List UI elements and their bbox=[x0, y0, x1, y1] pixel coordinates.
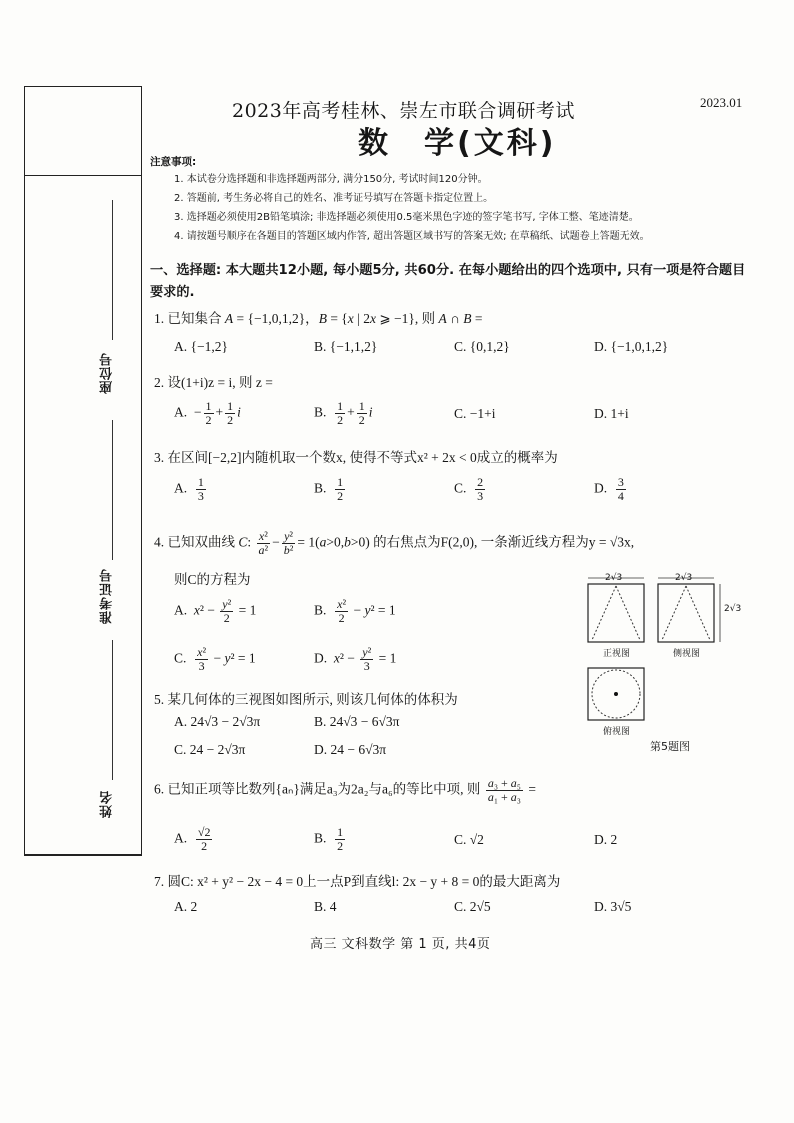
question-number: 1. bbox=[154, 311, 165, 326]
question-1: 1. 已知集合 A = {−1,0,1,2}，B = {x | 2x ⩾ −1}, 则 A ∩ B = bbox=[154, 311, 483, 326]
binding-bottom-rule bbox=[24, 854, 142, 855]
option-a[interactable]: A. $\frac{√2}{2}$ bbox=[174, 825, 211, 853]
option-c[interactable]: C. −1+i bbox=[454, 406, 496, 421]
question-text: 在区间[−2,2]内随机取一个数x, 使得不等式x² + 2x < 0成立的概率为 bbox=[167, 450, 558, 465]
exam-date: 2023.01 bbox=[700, 95, 743, 110]
binding-margin bbox=[24, 86, 142, 856]
front-view bbox=[588, 578, 644, 642]
notice-item: 1. 本试卷分选择题和非选择题两部分, 满分150分, 考试时间120分钟。 bbox=[174, 174, 488, 185]
seat-write-line-lower[interactable] bbox=[112, 420, 113, 560]
question-text-b: 的右焦点为F(2,0), 一条渐近线方程为y = √3x, bbox=[373, 534, 635, 550]
question-number: 2. bbox=[154, 375, 165, 390]
option-c[interactable]: C. $\frac{\text{x²}}{3}$ − y² = 1 bbox=[174, 645, 256, 673]
option-b[interactable]: B. $\frac{\text{x²}}{2}$ − y² = 1 bbox=[314, 597, 396, 625]
side-view-caption: 侧视图 bbox=[673, 649, 701, 659]
question-number: 4. bbox=[154, 534, 165, 550]
question-4: 4. 已知双曲线 C: $\frac{\text{x²}}{\text{a²}}$ − $\frac{\text{y²}}{\text{b²}}$ = 1(a>0,b>0) 的右焦点为F(2,0), 一条渐近线方程为y = √3x, bbox=[154, 529, 635, 557]
question-number: 7. bbox=[154, 874, 165, 889]
question-text: 某几何体的三视图如图所示, 则该几何体的体积为 bbox=[167, 692, 458, 707]
question-text: 设(1+i)z = i, 则 z = bbox=[167, 375, 273, 390]
option-b[interactable]: B. {−1,1,2} bbox=[314, 339, 378, 354]
page-footer: 高三 文科数学 第 1 页, 共4页 bbox=[310, 937, 491, 952]
option-b[interactable]: B. 4 bbox=[314, 899, 337, 914]
notice-item: 4. 请按题号顺序在各题目的答题区域内作答, 超出答题区域书写的答案无效; 在草稿纸、试题卷上答题无效。 bbox=[174, 231, 650, 242]
option-a[interactable]: A. − $\frac{1}{2}$ + $\frac{1}{2}$ i bbox=[174, 399, 241, 427]
option-c[interactable]: C. 24 − 2√3π bbox=[174, 742, 246, 757]
option-b[interactable]: B. $\frac{1}{2}$ bbox=[314, 475, 344, 503]
question-2 bbox=[154, 371, 273, 391]
question-text: 已知正项等比数列{aₙ}满足a₃为2a₂与a₆的等比中项, 则 bbox=[167, 781, 481, 797]
option-d[interactable]: D. 2 bbox=[594, 832, 618, 847]
option-c[interactable]: C. 2√5 bbox=[454, 899, 491, 914]
question-text: 已知集合 bbox=[167, 311, 222, 326]
section-heading: 一、选择题: 本大题共12小题, 每小题5分, 共60分. 在每小题给出的四个选项中, 只有一项是符合题目要求的. bbox=[150, 263, 746, 300]
option-c[interactable]: C. {0,1,2} bbox=[454, 339, 510, 354]
seat-label: 座位号 bbox=[100, 352, 115, 394]
option-a[interactable]: A. 2 bbox=[174, 899, 198, 914]
option-b[interactable]: B. $\frac{1}{2}$ + $\frac{1}{2}$ i bbox=[314, 399, 373, 427]
figure-5-caption: 第5题图 bbox=[650, 740, 690, 753]
question-6: 6. 已知正项等比数列{aₙ}满足a₃为2a₂与a₆的等比中项, 则 $\frac{\text{a₃ + a₅}}{\text{a₁ + a₃}}$ = bbox=[154, 776, 536, 804]
subject-title: 数 学(文科) bbox=[358, 126, 557, 161]
option-d[interactable]: D. {−1,0,1,2} bbox=[594, 339, 669, 354]
question-text: 已知双曲线 bbox=[167, 534, 235, 550]
notice-heading: 注意事项: bbox=[150, 156, 197, 168]
option-b[interactable]: B. $\frac{1}{2}$ bbox=[314, 825, 344, 853]
option-c[interactable]: C. √2 bbox=[454, 832, 484, 847]
top-view-caption: 俯视图 bbox=[603, 727, 631, 737]
question-text-b: , 则 bbox=[414, 311, 436, 326]
option-a[interactable]: A. 24√3 − 2√3π bbox=[174, 714, 261, 729]
option-a[interactable]: A. $\frac{1}{3}$ bbox=[174, 475, 204, 503]
binding-inner-frame bbox=[25, 175, 141, 855]
notice-item: 2. 答题前, 考生务必将自己的姓名、准考证号填写在答题卡指定位置上。 bbox=[174, 193, 494, 204]
option-d[interactable]: D. $\frac{3}{4}$ bbox=[594, 475, 624, 503]
option-d[interactable]: D. 3√5 bbox=[594, 899, 632, 914]
option-b[interactable]: B. 24√3 − 6√3π bbox=[314, 714, 400, 729]
question-3 bbox=[154, 446, 558, 466]
dim-label: 2√3 bbox=[605, 573, 623, 583]
question-number: 3. bbox=[154, 450, 165, 465]
question-number: 5. bbox=[154, 692, 165, 707]
seat-write-line[interactable] bbox=[112, 200, 113, 340]
option-d[interactable]: D. x² − $\frac{\text{y²}}{3}$ = 1 bbox=[314, 645, 397, 673]
option-d[interactable]: D. 24 − 6√3π bbox=[314, 742, 387, 757]
exam-id-label: 准考证号 bbox=[100, 568, 115, 624]
top-view bbox=[588, 668, 644, 720]
question-4-line2: 则C的方程为 bbox=[174, 572, 251, 587]
dim-label: 2√3 bbox=[675, 573, 693, 583]
question-5 bbox=[154, 688, 458, 708]
option-a[interactable]: A. x² − $\frac{\text{y²}}{2}$ = 1 bbox=[174, 597, 257, 625]
exam-title: 2023年高考桂林、崇左市联合调研考试 bbox=[232, 100, 575, 122]
front-view-caption: 正视图 bbox=[603, 649, 631, 659]
option-d[interactable]: D. 1+i bbox=[594, 406, 629, 421]
exam-id-write-line[interactable] bbox=[112, 640, 113, 780]
option-c[interactable]: C. $\frac{2}{3}$ bbox=[454, 475, 484, 503]
side-view bbox=[658, 578, 720, 642]
dim-label: 2√3 bbox=[724, 604, 742, 614]
name-label: 姓名 bbox=[100, 790, 115, 818]
question-text: 圆C: x² + y² − 2x − 4 = 0上一点P到直线l: 2x − y + 8 = 0的最大距离为 bbox=[167, 874, 561, 889]
question-number: 6. bbox=[154, 781, 165, 797]
question-7 bbox=[154, 870, 560, 890]
option-a[interactable]: A. {−1,2} bbox=[174, 339, 228, 354]
notice-item: 3. 选择题必须使用2B铅笔填涂; 非选择题必须使用0.5毫米黑色字迹的签字笔书写, 字体工整、笔迹清楚。 bbox=[174, 212, 639, 223]
